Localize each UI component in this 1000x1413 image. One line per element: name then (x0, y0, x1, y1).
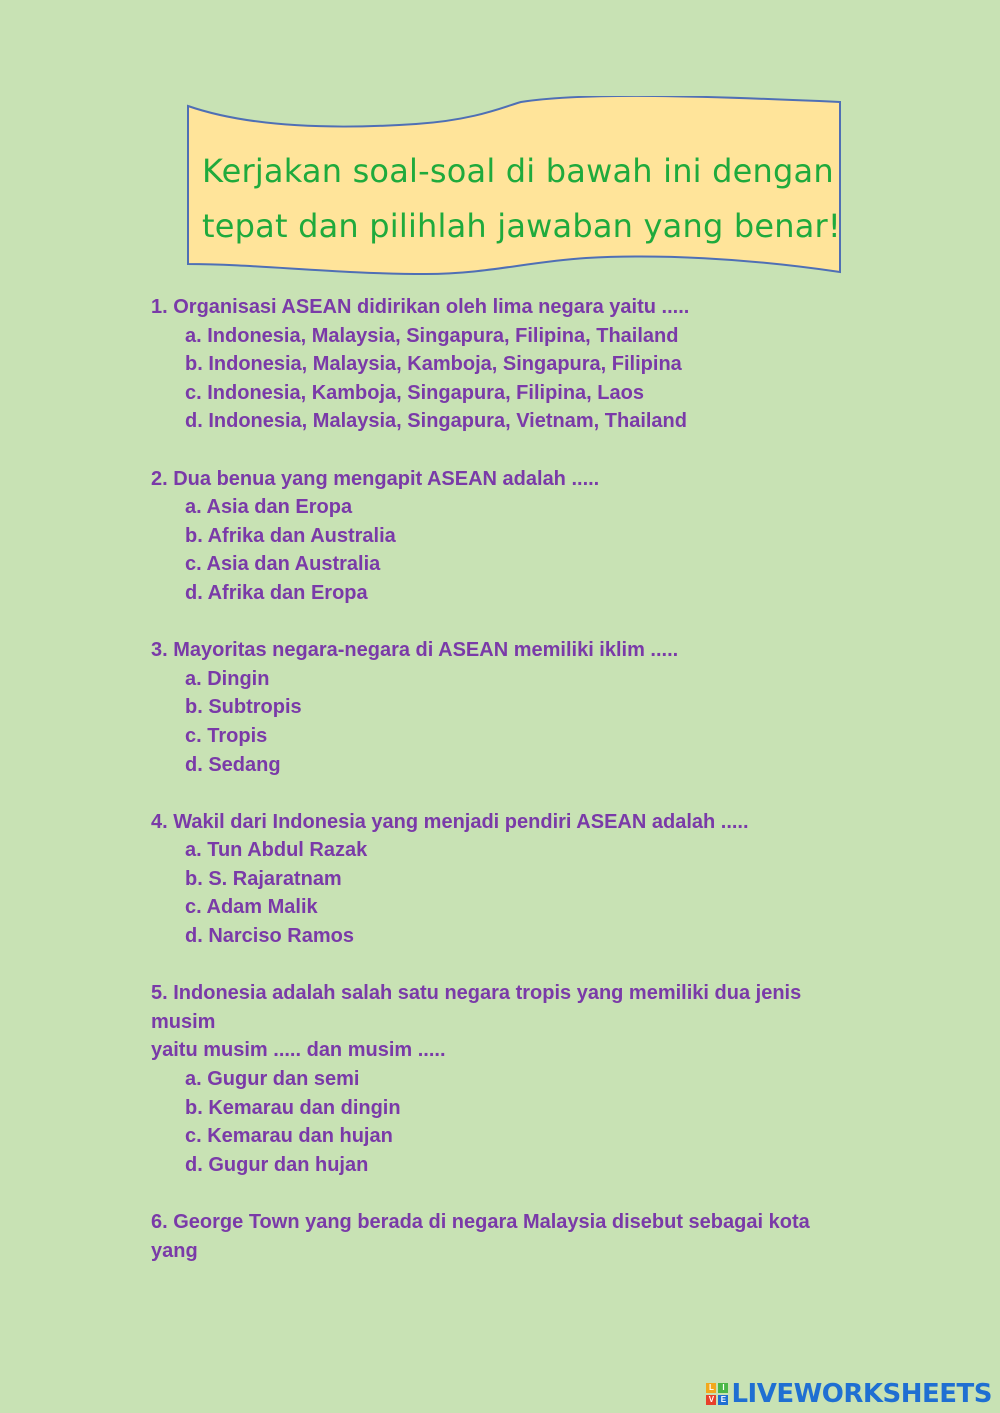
instruction-text (202, 144, 842, 254)
question-text: 2. Dua benua yang mengapit ASEAN adalah ..... (151, 467, 600, 490)
answer-option: c. Asia dan Australia (185, 553, 381, 576)
question-text: 4. Wakil dari Indonesia yang menjadi pendiri ASEAN adalah ..... (151, 810, 749, 833)
question-text: 1. Organisasi ASEAN didirikan oleh lima negara yaitu ..... (151, 296, 690, 318)
answer-option: a. Asia dan Eropa (185, 496, 353, 519)
answer-option: b. Indonesia, Malaysia, Kamboja, Singapura, Filipina (185, 353, 682, 376)
answer-option: b. S. Rajaratnam (185, 867, 342, 890)
answer-option: a. Tun Abdul Razak (185, 839, 368, 862)
question-item (151, 465, 841, 608)
answer-option: a. Indonesia, Malaysia, Singapura, Filipina, Thailand (185, 324, 679, 347)
question-text: musim (151, 1010, 216, 1033)
question-item (151, 636, 841, 779)
question-text: 6. George Town yang berada di negara Malaysia disebut sebagai kota (151, 1211, 810, 1233)
answer-option: d. Indonesia, Malaysia, Singapura, Vietnam, Thailand (185, 410, 687, 433)
question-item (151, 1208, 841, 1265)
answer-option: c. Adam Malik (185, 896, 318, 919)
instruction-line-1: Kerjakan soal-soal di bawah ini dengan (202, 152, 834, 190)
answer-option: c. Tropis (185, 724, 268, 747)
question-text: yaitu musim ..... dan musim ..... (151, 1039, 446, 1062)
question-text: 5. Indonesia adalah salah satu negara tropis yang memiliki dua jenis (151, 982, 802, 1005)
answer-option: b. Kemarau dan dingin (185, 1096, 401, 1119)
question-list (151, 293, 841, 1294)
question-item (151, 808, 841, 951)
answer-option: d. Narciso Ramos (185, 925, 354, 948)
logo-square: E (718, 1395, 728, 1405)
question-item (151, 293, 841, 436)
answer-option: a. Dingin (185, 667, 270, 690)
answer-option: d. Gugur dan hujan (185, 1153, 369, 1176)
liveworksheets-logo-icon (706, 1383, 728, 1405)
answer-option: d. Afrika dan Eropa (185, 581, 368, 604)
answer-option: c. Indonesia, Kamboja, Singapura, Filipina, Laos (185, 381, 644, 404)
logo-square: V (706, 1395, 716, 1405)
answer-option: d. Sedang (185, 753, 281, 776)
logo-square: I (718, 1383, 728, 1393)
watermark-text: LIVEWORKSHEETS (731, 1379, 992, 1409)
instruction-line-2: tepat dan pilihlah jawaban yang benar! (202, 207, 841, 245)
question-item (151, 979, 841, 1179)
instruction-banner (186, 96, 844, 276)
question-text: yang (151, 1239, 198, 1262)
answer-option: b. Subtropis (185, 696, 302, 719)
question-text: 3. Mayoritas negara-negara di ASEAN memiliki iklim ..... (151, 639, 679, 662)
liveworksheets-watermark (706, 1381, 992, 1407)
answer-option: b. Afrika dan Australia (185, 524, 396, 547)
answer-option: c. Kemarau dan hujan (185, 1125, 393, 1148)
answer-option: a. Gugur dan semi (185, 1068, 360, 1091)
logo-square: L (706, 1383, 716, 1393)
